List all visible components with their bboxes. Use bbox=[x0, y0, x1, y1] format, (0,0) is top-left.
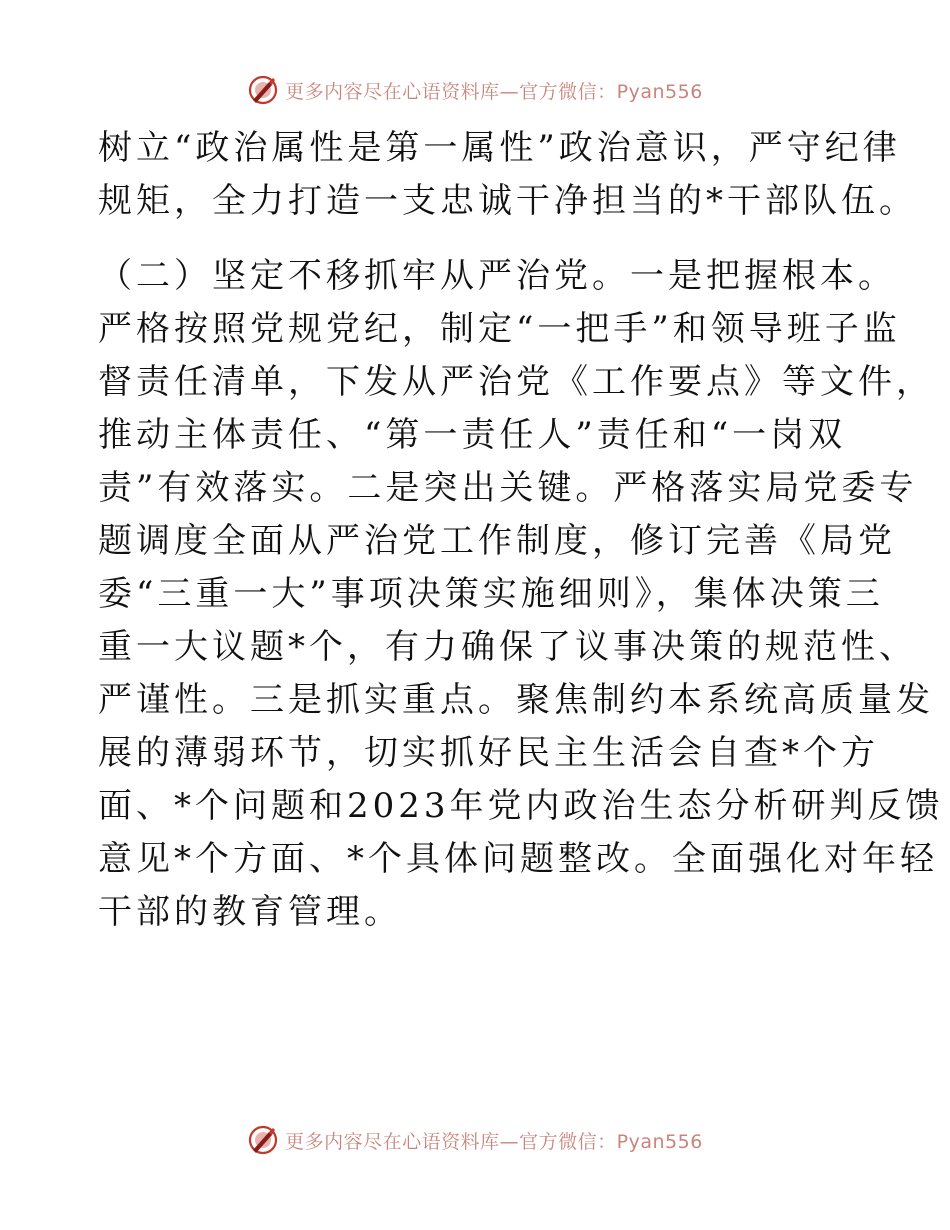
text-line: 题调度全面从严治党工作制度，修订完善《局党 bbox=[98, 521, 896, 561]
paragraph-2 bbox=[98, 250, 944, 939]
watermark-text: 更多内容尽在心语资料库—官方微信：Pyan556 bbox=[285, 80, 703, 103]
header-watermark bbox=[0, 70, 950, 110]
pen-logo-icon bbox=[247, 74, 279, 106]
text-line: 严谨性。三是抓实重点。聚焦制约本系统高质量发 bbox=[98, 680, 934, 720]
pen-logo-icon bbox=[247, 1124, 279, 1156]
text-line: 重一大议题*个，有力确保了议事决策的规范性、 bbox=[98, 627, 917, 667]
watermark-text: 更多内容尽在心语资料库—官方微信：Pyan556 bbox=[285, 1130, 703, 1153]
text-line: 树立“政治属性是第一属性”政治意识，严守纪律 bbox=[98, 128, 901, 168]
text-line: 推动主体责任、“第一责任人”责任和“一岗双 bbox=[98, 415, 847, 455]
text-line: 面、*个问题和2023年党内政治生态分析研判反馈 bbox=[98, 786, 944, 826]
text-line: （二）坚定不移抓牢从严治党。一是把握根本。 bbox=[98, 256, 896, 296]
paragraph-1 bbox=[98, 122, 917, 228]
text-line: 展的薄弱环节，切实抓好民主生活会自查*个方 bbox=[98, 733, 879, 773]
text-line: 严格按照党规党纪，制定“一把手”和领导班子监 bbox=[98, 309, 901, 349]
text-line: 责”有效落实。二是突出关键。严格落实局党委专 bbox=[98, 468, 918, 508]
footer-watermark bbox=[0, 1120, 950, 1160]
document-body bbox=[98, 122, 944, 939]
text-line: 督责任清单，下发从严治党《工作要点》等文件， bbox=[98, 362, 934, 402]
text-line: 规矩，全力打造一支忠诚干净担当的*干部队伍。 bbox=[98, 181, 917, 221]
text-line: 委“三重一大”事项决策实施细则》，集体决策三 bbox=[98, 574, 884, 614]
text-line: 意见*个方面、*个具体问题整改。全面强化对年轻 bbox=[98, 839, 938, 879]
text-line: 干部的教育管理。 bbox=[98, 892, 402, 932]
